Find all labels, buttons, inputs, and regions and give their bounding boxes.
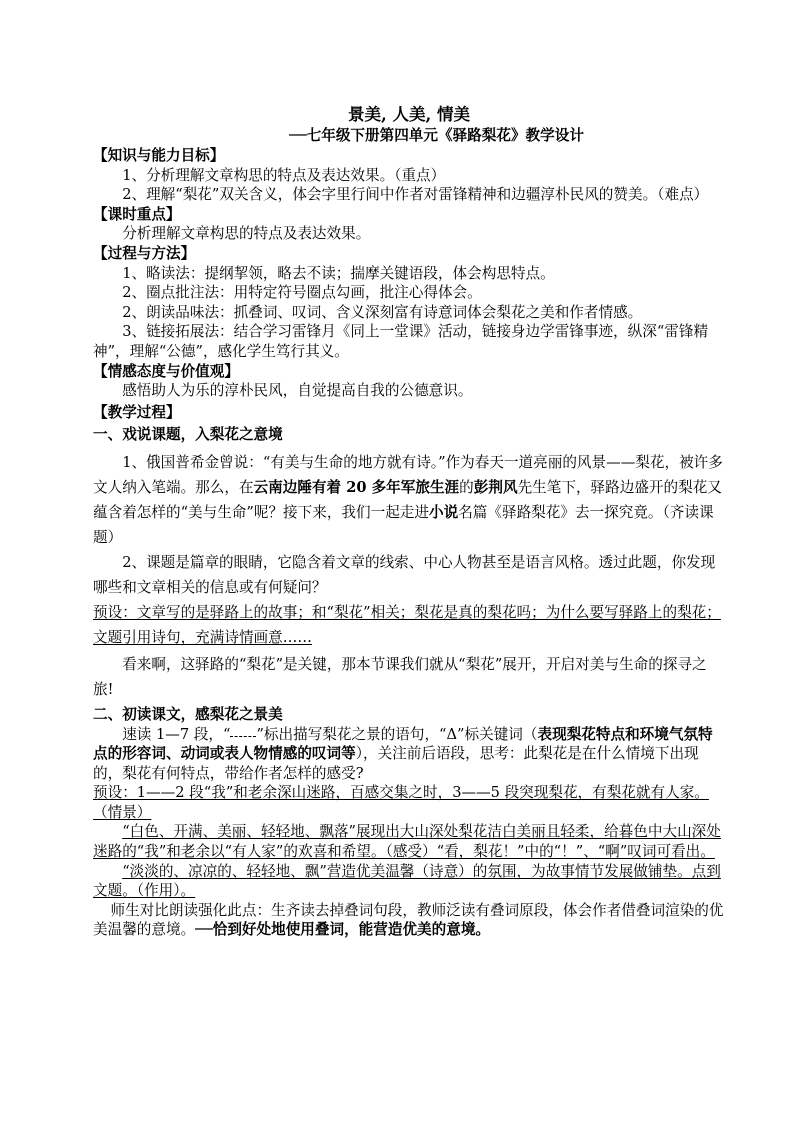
document-title: 景美, 人美, 情美 xyxy=(348,105,470,124)
part2-preset-2: “白色、开满、美丽、轻轻地、飘落”展现出大山深处梨花洁白美丽且轻柔，给暮色中大山深处迷路的“我”和老余以“有人家”的欢喜和希望。（感受）“看，梨花！”中的“！”、“啊”叹词可看出。 xyxy=(93,823,721,861)
heading-knowledge-goals: 【知识与能力目标】 xyxy=(93,147,225,164)
part2-p1-text-a: 速读 1—7 段，“ xyxy=(122,725,231,743)
key-point-1: 分析理解文章构思的特点及表达效果。 xyxy=(122,225,371,243)
emotion-value-1: 感悟助人为乐的淳朴民风，自觉提高自我的公德意识。 xyxy=(122,382,473,400)
wavy-underline-mark xyxy=(230,726,256,737)
method-3: 2、朗读品味法：抓叠词、叹词、含义深刻富有诗意词体会梨花之美和作者情感。 xyxy=(122,303,643,321)
knowledge-goal-1: 1、分析理解文章构思的特点及表达效果。（重点） xyxy=(122,166,446,184)
method-2: 2、圈点批注法：用特定符号圈点勾画，批注心得体会。 xyxy=(122,284,482,302)
heading-emotion-values: 【情感态度与价值观】 xyxy=(93,362,239,380)
part2-paragraph-1 xyxy=(93,725,725,784)
part1-paragraph-2: 2、课题是篇章的眼睛，它隐含着文章的线索、中心人物甚至是语言风格。透过此题，你发现哪些和文章相关的信息或有何疑问？ xyxy=(93,553,716,596)
part1-preset: 预设：文章写的是驿路上的故事；和“梨花”相关；梨花是真的梨花吗；为什么要写驿路上的梨花；文题引用诗句，充满诗情画意…… xyxy=(93,603,721,646)
part1-paragraph-3: 看来啊，这驿路的“梨花”是关键，那本节课我们就从“梨花”展开，开启对美与生命的探寻之旅! xyxy=(93,656,707,699)
part1-p1-author: 彭荆风 xyxy=(473,478,518,496)
part1-p1-text-d: 名篇《驿路梨花》去一探究竟。（齐读课题） xyxy=(93,503,714,546)
part1-paragraph-1 xyxy=(93,450,725,550)
part1-p1-text-a: 1、俄国普希金曾说：“有美与生命的地方就有诗。”作为春天一道亮丽的风景——梨花，被许多文人纳入笔端。那么，在 xyxy=(93,453,723,496)
part1-p1-genre: 小说 xyxy=(429,503,459,521)
part2-p1-bold: 表现梨花特点和环境气氛特点的形容词、动词或表人物情感的叹词等 xyxy=(93,725,713,763)
knowledge-goal-2: 2、理解“梨花”双关含义，体会字里行间中作者对雷锋精神和边疆淳朴民风的赞美。（难点） xyxy=(122,186,709,204)
part2-preset-1: 预设：1——2 段“我”和老余深山迷路，百感交集之时，3——5 段突现梨花，有梨花就有人家。（情景） xyxy=(93,784,709,821)
part2-preset-3: “淡淡的、凉凉的、轻轻地、飘”营造优美温馨（诗意）的氛围，为故事情节发展做铺垫。点到文题。（作用）。 xyxy=(93,862,721,900)
part2-p2-text: 师生对比朗读强化此点：生齐读去掉叠词句段，教师泛读有叠词原段，体会作者借叠词渲染的优美温馨的意境。 xyxy=(93,901,724,939)
heading-process-methods: 【过程与方法】 xyxy=(93,244,196,262)
heading-teaching-process: 【教学过程】 xyxy=(93,404,181,422)
method-1: 1、略读法：提纲挈领，略去不读；揣摩关键语段，体会构思特点。 xyxy=(122,264,555,282)
part2-p2-conclusion: ──恰到好处地使用叠词，能营造优美的意境。 xyxy=(195,921,491,939)
method-4: 3、链接拓展法：结合学习雷锋月《同上一堂课》活动，链接身边学雷锋事迹，纵深“雷锋精神”，理解“公德”，感化学生笃行其义。 xyxy=(93,323,709,360)
part2-p1-text-b: ”标出描写梨花之景的语句，“Δ”标关键词（ xyxy=(256,725,538,743)
part1-p1-text-b: 的 xyxy=(459,478,474,496)
part1-p1-text-c: 先生笔下，驿路边盛开的梨花又蕴含着怎样的“美与生命”呢？接下来，我们一起走进 xyxy=(93,478,722,521)
part1-p1-bold-a: 云南边陲有着 20 多年军旅生涯 xyxy=(253,478,460,496)
part2-heading: 二、初读课文，感梨花之景美 xyxy=(93,705,283,723)
document-subtitle: ──七年级下册第四单元《驿路梨花》教学设计 xyxy=(289,127,584,144)
document-page xyxy=(93,104,725,940)
part2-paragraph-2 xyxy=(93,901,725,940)
heading-key-points: 【课时重点】 xyxy=(93,205,181,223)
part1-heading: 一、戏说课题，入梨花之意境 xyxy=(93,426,283,444)
part2-p1-text-c: ），关注前后语段，思考：此梨花是在什么情境下出现的，梨花有何特点，带给作者怎样的感受? xyxy=(93,745,699,782)
